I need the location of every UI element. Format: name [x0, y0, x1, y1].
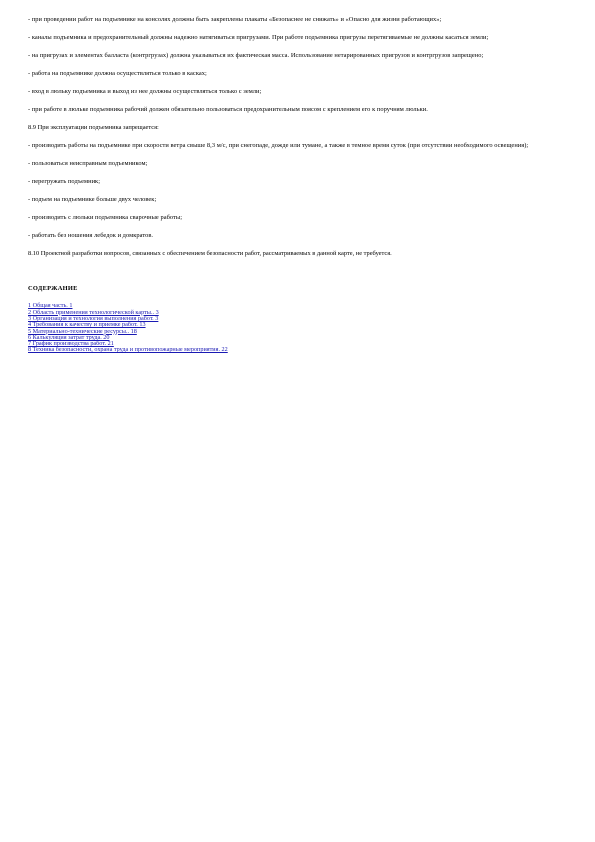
- toc-link-2[interactable]: 2 Область применения технологической карты.. 3: [28, 308, 159, 316]
- prohibition-item: - пользоваться неисправным подъемником;: [28, 160, 148, 167]
- toc-link-5[interactable]: 5 Материально-технические ресурсы.. 18: [28, 327, 137, 335]
- section-8-10: 8.10 Проектной разработки вопросов, связанных с обеспечением безопасности работ, рассматриваемых в данной карте, не требуется.: [28, 250, 392, 257]
- prohibition-item: - производить работы на подъемнике при скорости ветра свыше 8,3 м/с, при снегопаде, дожде или тумане, а также в темное время суток (при отсутствии необходимого освещения);: [28, 142, 529, 149]
- toc-link-6[interactable]: 6 Калькуляция затрат труда. 20: [28, 333, 110, 341]
- prohibition-item: - производить с люльки подъемника сварочные работы;: [28, 214, 183, 221]
- paragraph-helmets: - работа на подъемнике должна осуществляться только в касках;: [28, 70, 207, 77]
- paragraph-posters: - при проведении работ на подъемнике на консолях должны быть закреплены плакаты «Безопаснее не снижать» и «Опасно для жизни работающих»;: [28, 16, 442, 23]
- toc-link-4[interactable]: 4 Требования к качеству и приемке работ. 13: [28, 321, 146, 329]
- prohibition-item: - подъем на подъемнике больше двух человек;: [28, 196, 157, 203]
- paragraph-safety-belt: - при работе в люльке подъемника рабочий должен обязательно пользоваться предохранительным поясом с креплением его к поручням люльки.: [28, 106, 428, 113]
- toc-item: [28, 347, 563, 353]
- paragraph-counterweights: - на пригрузах и элементах балласта (контргрузах) должна указываться их фактическая масса. Использование нетарированных пригрузов и контргрузов запрещено;: [28, 52, 484, 59]
- toc-link-1[interactable]: 1 Общая часть. 1: [28, 302, 73, 310]
- prohibition-item: - работать без ношения лебедок и домкратов.: [28, 232, 154, 239]
- toc-link-7[interactable]: 7 График производства работ. 21: [28, 340, 114, 348]
- toc-link-3[interactable]: 3 Организация и технология выполнения работ. 3: [28, 315, 159, 322]
- toc-title: СОДЕРЖАНИЕ: [28, 285, 78, 293]
- paragraph-ropes: - каналы подъемника и предохранительный должны надежно натягиваться пригрузами. При работе подъемника пригрузы перетягиваемые не должны касаться земли;: [28, 34, 489, 41]
- prohibition-item: - перегружать подъемник;: [28, 178, 101, 185]
- document-page: [28, 16, 563, 354]
- section-8-9-heading: 8.9 При эксплуатации подъемника запрещается:: [28, 124, 159, 131]
- toc-link-8[interactable]: 8 Техника безопасности, охрана труда и противопожарные мероприятия. 22: [28, 346, 228, 354]
- table-of-contents: [28, 303, 563, 353]
- paragraph-entry-exit: - вход в люльку подъемника и выход из нее должны осуществляться только с земли;: [28, 88, 262, 95]
